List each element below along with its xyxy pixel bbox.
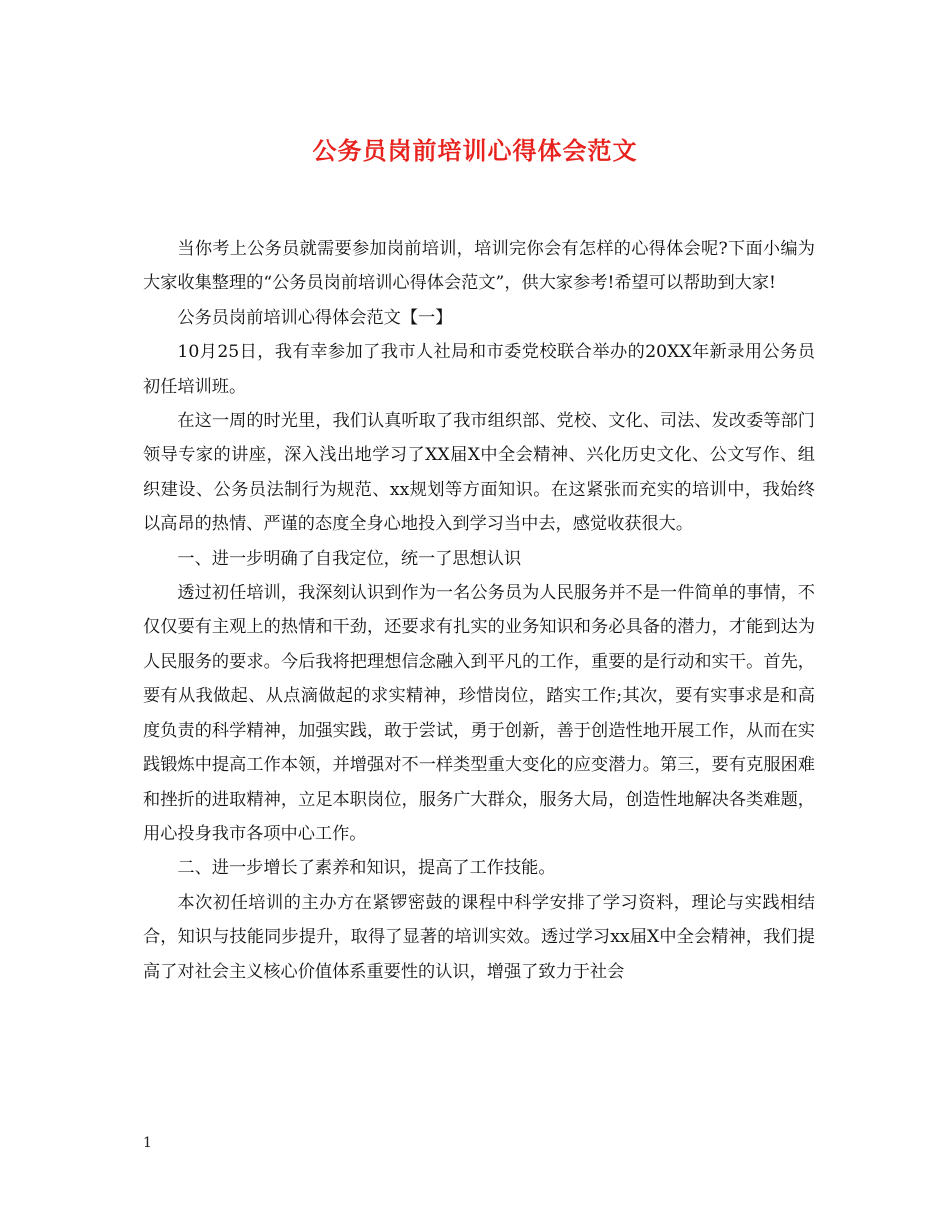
paragraph-intro: 当你考上公务员就需要参加岗前培训，培训完你会有怎样的心得体会呢?下面小编为大家收集整理的“公务员岗前培训心得体会范文”，供大家参考!希望可以帮助到大家!: [143, 239, 815, 294]
heading-point-1: 一、进一步明确了自我定位，统一了思想认识: [177, 548, 522, 569]
section-heading-sample-1: 公务员岗前培训心得体会范文【一】: [177, 307, 453, 328]
heading-point-2: 二、进一步增长了素养和知识，提高了工作技能。: [177, 858, 556, 879]
paragraph-training-content: 在这一周的时光里，我们认真听取了我市组织部、党校、文化、司法、发改委等部门领导专家的讲座，深入浅出地学习了XX届X中全会精神、兴化历史文化、公文写作、组织建设、公务员法制行为规范、xx规划等方面知识。在这紧张而充实的培训中，我始终以高昂的热情、严谨的态度全身心地投入到学习当中去，感觉收获很大。: [143, 411, 815, 535]
paragraph-point-2: 本次初任培训的主办方在紧锣密鼓的课程中科学安排了学习资料，理论与实践相结合，知识与技能同步提升，取得了显著的培训实效。透过学习xx届X中全会精神，我们提高了对社会主义核心价值体系重要性的认识，增强了致力于社会: [143, 892, 815, 982]
paragraph-training-date: 10月25日，我有幸参加了我市人社局和市委党校联合举办的20XX年新录用公务员初任培训班。: [143, 342, 815, 397]
document-body: [143, 232, 815, 989]
paragraph-point-1: 透过初任培训，我深刻认识到作为一名公务员为人民服务并不是一件简单的事情，不仅仅要有主观上的热情和干劲，还要求有扎实的业务知识和务必具备的潜力，才能到达为人民服务的要求。今后我将把理想信念融入到平凡的工作，重要的是行动和实干。首先，要有从我做起、从点滴做起的求实精神，珍惜岗位，踏实工作;其次，要有实事求是和高度负责的科学精神，加强实践，敢于尝试，勇于创新，善于创造性地开展工作，从而在实践锻炼中提高工作本领，并增强对不一样类型重大变化的应变潜力。第三，要有克服困难和挫折的进取精神，立足本职岗位，服务广大群众，服务大局，创造性地解决各类难题，用心投身我市各项中心工作。: [143, 583, 815, 844]
document-title: 公务员岗前培训心得体会范文: [312, 136, 638, 165]
page-number: 1: [143, 1135, 152, 1151]
